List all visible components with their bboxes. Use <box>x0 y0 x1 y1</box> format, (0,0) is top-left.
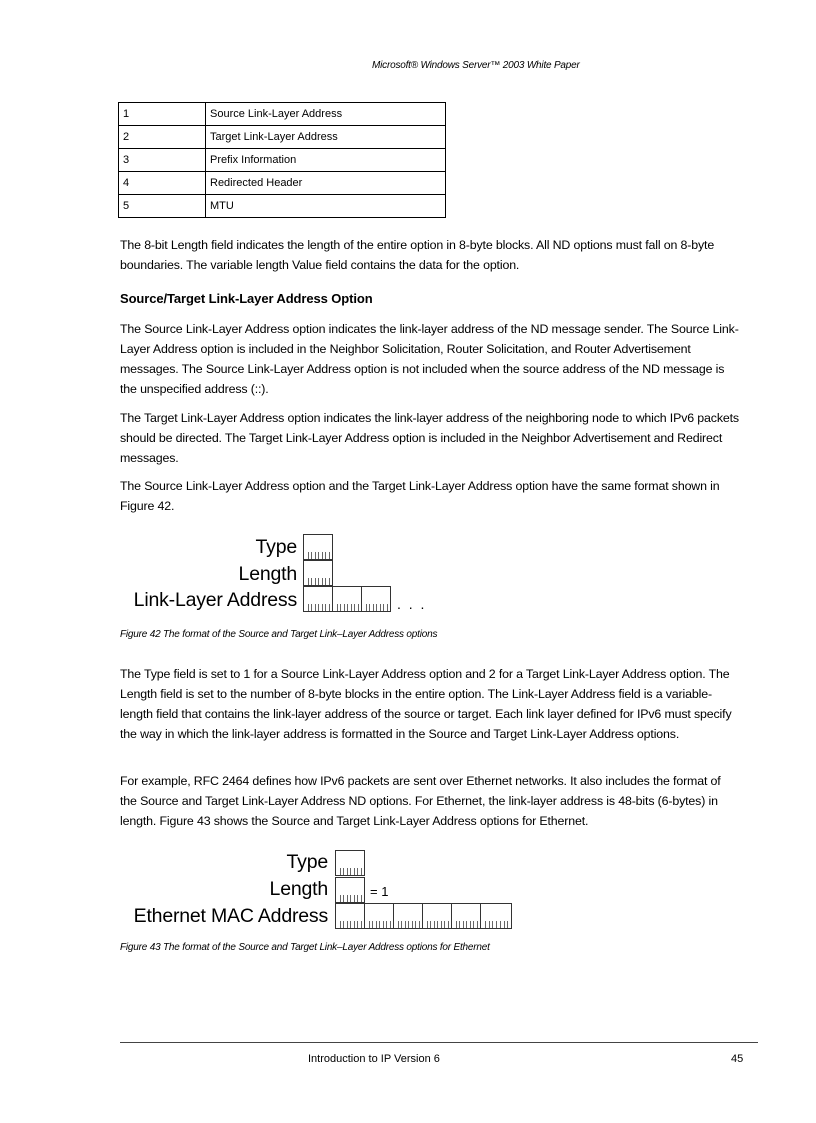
bit-tick <box>415 921 416 928</box>
table-row <box>119 126 446 149</box>
bit-tick <box>354 868 355 875</box>
bit-tick <box>427 921 428 928</box>
bit-tick <box>318 578 319 585</box>
figure-43-caption: Figure 43 The format of the Source and Target Link–Layer Address options for Ethernet <box>120 942 490 953</box>
table-cell-name: MTU <box>206 195 446 218</box>
bit-tick <box>398 921 399 928</box>
bit-tick <box>470 921 471 928</box>
bit-tick <box>357 895 358 902</box>
length-field-box <box>335 877 365 903</box>
bit-tick <box>343 868 344 875</box>
bit-tick <box>463 921 464 928</box>
table-row <box>119 172 446 195</box>
bit-tick <box>315 578 316 585</box>
figure-label-type: Type <box>255 536 297 558</box>
bit-tick <box>322 552 323 559</box>
bit-tick <box>357 868 358 875</box>
table-cell-value: 3 <box>119 149 206 172</box>
mac-byte-box <box>364 903 394 929</box>
paragraph-same-format: The Source Link-Layer Address option and the Target Link-Layer Address option have the same format shown in Figure 42. <box>120 479 720 513</box>
bit-tick <box>437 921 438 928</box>
table-cell-value: 4 <box>119 172 206 195</box>
bit-tick <box>473 921 474 928</box>
bit-tick <box>485 921 486 928</box>
mac-byte-box <box>393 903 423 929</box>
section-heading: Source/Target Link-Layer Address Option <box>120 291 373 306</box>
bit-tick <box>361 868 362 875</box>
page-number: 45 <box>731 1053 744 1065</box>
table-cell-name: Target Link-Layer Address <box>206 126 446 149</box>
bit-tick <box>340 868 341 875</box>
length-value: = 1 <box>370 884 389 899</box>
page-header: Microsoft® Windows Server™ 2003 White Paper <box>372 60 580 71</box>
bit-tick <box>347 921 348 928</box>
bit-tick <box>434 921 435 928</box>
bit-tick <box>315 552 316 559</box>
option-type-table <box>118 102 446 218</box>
bit-tick <box>329 604 330 611</box>
figure-label-length: Length <box>269 878 328 900</box>
table-cell-name: Source Link-Layer Address <box>206 103 446 126</box>
bit-tick <box>357 921 358 928</box>
bit-tick <box>492 921 493 928</box>
figure-label-address: Link-Layer Address <box>133 589 297 611</box>
bit-tick <box>318 604 319 611</box>
bit-tick <box>408 921 409 928</box>
bit-tick <box>405 921 406 928</box>
table-row <box>119 149 446 172</box>
bit-tick <box>507 921 508 928</box>
bit-tick <box>354 895 355 902</box>
paragraph-length-field: The 8-bit Length field indicates the length of the entire option in 8-byte blocks. All ND options must fall on 8-byte boundaries. The variable length Value field contains the data for the option. <box>120 238 715 272</box>
address-byte-box <box>332 586 362 612</box>
bit-tick <box>325 604 326 611</box>
bit-tick <box>340 604 341 611</box>
bit-tick <box>318 552 319 559</box>
bit-tick <box>448 921 449 928</box>
bit-tick <box>322 604 323 611</box>
bit-tick <box>340 921 341 928</box>
bit-tick <box>311 552 312 559</box>
bit-tick <box>456 921 457 928</box>
mac-byte-box <box>451 903 481 929</box>
bit-tick <box>358 604 359 611</box>
bit-tick <box>366 604 367 611</box>
bit-tick <box>340 895 341 902</box>
bit-tick <box>308 604 309 611</box>
bit-tick <box>343 895 344 902</box>
bit-tick <box>343 921 344 928</box>
table-row <box>119 103 446 126</box>
table-cell-name: Prefix Information <box>206 149 446 172</box>
bit-tick <box>376 604 377 611</box>
bit-tick <box>315 604 316 611</box>
bit-tick <box>322 578 323 585</box>
bit-tick <box>329 578 330 585</box>
bit-tick <box>308 578 309 585</box>
bit-tick <box>373 604 374 611</box>
address-byte-box <box>361 586 391 612</box>
bit-tick <box>430 921 431 928</box>
bit-tick <box>372 921 373 928</box>
bit-tick <box>412 921 413 928</box>
bit-tick <box>380 604 381 611</box>
figure-label-type: Type <box>286 851 328 873</box>
bit-tick <box>350 868 351 875</box>
bit-tick <box>337 604 338 611</box>
bit-tick <box>347 895 348 902</box>
table-cell-value: 2 <box>119 126 206 149</box>
bit-tick <box>401 921 402 928</box>
table-cell-name: Redirected Header <box>206 172 446 195</box>
bit-tick <box>350 921 351 928</box>
bit-tick <box>383 604 384 611</box>
bit-tick <box>390 921 391 928</box>
figure-label-length: Length <box>238 563 297 585</box>
bit-tick <box>379 921 380 928</box>
mac-byte-box <box>422 903 452 929</box>
mac-byte-box <box>335 903 365 929</box>
table-cell-value: 5 <box>119 195 206 218</box>
footer-divider <box>120 1042 758 1043</box>
bit-tick <box>347 868 348 875</box>
bit-tick <box>329 552 330 559</box>
bit-tick <box>350 895 351 902</box>
bit-tick <box>369 921 370 928</box>
bit-tick <box>500 921 501 928</box>
bit-tick <box>369 604 370 611</box>
type-field-box <box>335 850 365 876</box>
type-field-box <box>303 534 333 560</box>
bit-tick <box>347 604 348 611</box>
bit-tick <box>386 921 387 928</box>
bit-tick <box>311 604 312 611</box>
bit-tick <box>459 921 460 928</box>
bit-tick <box>376 921 377 928</box>
address-byte-box <box>303 586 333 612</box>
bit-tick <box>489 921 490 928</box>
paragraph-type-field: The Type field is set to 1 for a Source Link-Layer Address option and 2 for a Target Link-Layer Address option. The Length field is set to the number of 8-byte blocks in the entire option. The Link-Layer Address field is a variable-length field that contains the link-layer address of the source or target. Each link layer defined for IPv6 must specify the way in which the link-layer address is formatted in the Source and Target Link-Layer Address options. <box>120 667 732 741</box>
bit-tick <box>444 921 445 928</box>
bit-tick <box>477 921 478 928</box>
table-cell-value: 1 <box>119 103 206 126</box>
bit-tick <box>325 552 326 559</box>
bit-tick <box>311 578 312 585</box>
paragraph-example: For example, RFC 2464 defines how IPv6 packets are sent over Ethernet networks. It also includes the format of the Source and Target Link-Layer Address ND options. For Ethernet, the link-layer address is 48-bits (6-bytes) in length. Figure 43 shows the Source and Target Link-Layer Address options for Ethernet. <box>120 774 721 828</box>
bit-tick <box>354 604 355 611</box>
bit-tick <box>441 921 442 928</box>
figure-label-address: Ethernet MAC Address <box>133 905 328 927</box>
paragraph-source-option: The Source Link-Layer Address option indicates the link-layer address of the ND message sender. The Source Link-Layer Address option is included in the Neighbor Solicitation, Router Solicitation, and Router Advertisement messages. The Source Link-Layer Address option is not included when the source address of the ND message is the unspecified address (::). <box>120 322 739 396</box>
length-field-box <box>303 560 333 586</box>
bit-tick <box>354 921 355 928</box>
figure-42-caption: Figure 42 The format of the Source and Target Link–Layer Address options <box>120 629 438 640</box>
bit-tick <box>504 921 505 928</box>
bit-tick <box>419 921 420 928</box>
bit-tick <box>308 552 309 559</box>
table-row <box>119 195 446 218</box>
bit-tick <box>361 921 362 928</box>
ellipsis: . . . <box>397 596 427 612</box>
paragraph-target-option: The Target Link-Layer Address option indicates the link-layer address of the neighboring node to which IPv6 packets should be directed. The Target Link-Layer Address option is included in the Neighbor Advertisement and Redirect messages. <box>120 411 739 465</box>
bit-tick <box>325 578 326 585</box>
bit-tick <box>383 921 384 928</box>
bit-tick <box>387 604 388 611</box>
bit-tick <box>361 895 362 902</box>
bit-tick <box>344 604 345 611</box>
bit-tick <box>496 921 497 928</box>
footer-title: Introduction to IP Version 6 <box>308 1053 440 1065</box>
mac-byte-box <box>480 903 512 929</box>
bit-tick <box>466 921 467 928</box>
bit-tick <box>351 604 352 611</box>
